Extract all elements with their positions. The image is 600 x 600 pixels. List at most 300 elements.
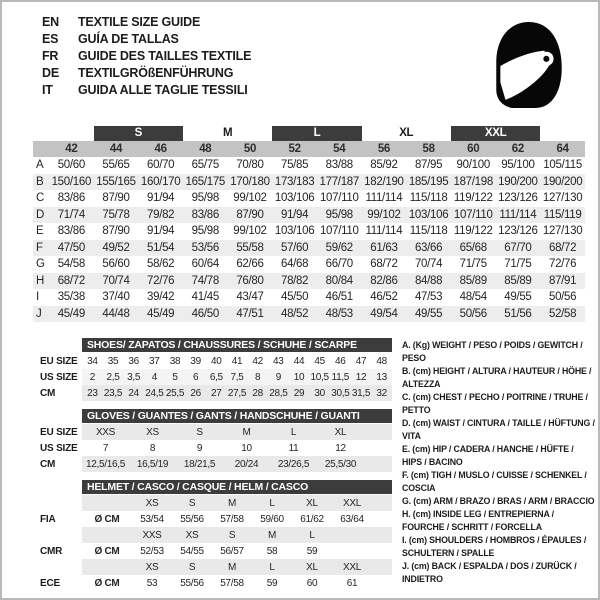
- size-value: 57/58: [220, 577, 244, 589]
- measure-cell: 103/106: [274, 192, 315, 205]
- size-value: 2,5: [106, 371, 120, 383]
- size-header-XXS: XXS: [142, 529, 162, 541]
- size-header-58: 58: [406, 141, 451, 157]
- measure-letter: G: [36, 258, 45, 271]
- size-value: 9: [196, 442, 203, 454]
- measure-cell: 87/95: [414, 159, 443, 172]
- guide-title-es: GUÍA DE TALLAS: [78, 32, 179, 46]
- measure-cell: 103/106: [406, 207, 451, 224]
- size-header-S: S: [228, 529, 236, 541]
- helmet-size-headers: [82, 495, 392, 511]
- measure-cell: 68/72: [49, 273, 94, 290]
- measure-cell: 46/51: [325, 291, 353, 304]
- measure-cell: 185/195: [406, 174, 451, 191]
- size-value: 25,5: [165, 387, 185, 399]
- measure-cell: 75/85: [280, 159, 309, 172]
- shoes-cells: [82, 385, 392, 401]
- measure-cell: 99/102: [233, 192, 267, 205]
- helmet-values: [82, 543, 392, 559]
- shoes-row: [2, 353, 394, 369]
- lang-code: FR: [42, 49, 59, 63]
- measure-cell: 160/170: [138, 174, 183, 191]
- row-label: EU SIZE: [40, 426, 78, 438]
- legend-item: A. (Kg) WEIGHT / PESO / POIDS / GEWITCH / PESO: [402, 340, 583, 363]
- size-group-S: S: [94, 126, 183, 141]
- lang-code: EN: [42, 15, 59, 29]
- size-value: 8: [149, 442, 156, 454]
- size-value: 28,5: [269, 387, 288, 399]
- size-value: 54/55: [180, 545, 204, 557]
- main-size-table: [33, 125, 585, 322]
- measure-row-J: [33, 306, 585, 323]
- measure-cell: 123/126: [498, 225, 538, 238]
- measure-cell: 91/94: [147, 225, 175, 238]
- measure-cell: 107/110: [319, 225, 359, 238]
- measure-cell: 79/82: [138, 207, 183, 224]
- measure-cell: 56/60: [102, 258, 130, 271]
- size-value: 23,5: [103, 387, 123, 399]
- size-value: 40: [211, 355, 222, 367]
- legend-item: F. (cm) TIGH / MUSLO / CUISSE / SCHENKEL / COSCIA: [402, 470, 587, 493]
- size-value: 32: [376, 387, 387, 399]
- lang-row-de: [42, 65, 251, 82]
- shoes-row: [2, 369, 394, 385]
- measure-cell: 60/64: [191, 258, 219, 271]
- size-value: 11: [288, 442, 299, 454]
- size-value: 12: [335, 442, 346, 454]
- main-size-table-body: [33, 125, 585, 322]
- size-group-row: [33, 125, 585, 141]
- size-header-L: L: [269, 561, 275, 573]
- helmet-title-row: [2, 480, 394, 494]
- measure-cell: 76/80: [228, 273, 273, 290]
- size-value: 7,5: [230, 371, 244, 383]
- gloves-cells: [82, 440, 392, 456]
- size-group-M: M: [222, 127, 233, 139]
- size-value: 3,5: [127, 371, 141, 383]
- lang-row-es: [42, 31, 251, 48]
- guide-title-fr: GUIDE DES TAILLES TEXTILE: [78, 49, 252, 63]
- size-value: 55/56: [180, 513, 204, 525]
- size-value: 41: [231, 355, 243, 367]
- measure-cell: 91/94: [147, 192, 175, 205]
- size-value: 56/57: [220, 545, 244, 557]
- measure-cell: 165/175: [183, 174, 228, 191]
- size-value: 30: [314, 387, 325, 399]
- size-value: XS: [146, 426, 159, 438]
- row-label: CM: [40, 458, 56, 470]
- size-value: 31,5: [351, 387, 371, 399]
- size-value: 61: [346, 577, 358, 589]
- measure-cell: 84/88: [406, 273, 451, 290]
- size-header-XS: XS: [145, 561, 159, 573]
- size-header-S: S: [188, 561, 196, 573]
- size-header-M: M: [227, 497, 237, 509]
- measure-cell: 37/40: [102, 291, 130, 304]
- measure-cell: 64/68: [280, 258, 309, 271]
- size-value: 4: [151, 371, 157, 383]
- measure-cell: 74/78: [183, 273, 228, 290]
- measure-cell: 53/56: [183, 240, 228, 257]
- size-header-L: L: [309, 529, 315, 541]
- size-value: 24: [128, 387, 139, 399]
- measure-cell: 72/76: [138, 273, 183, 290]
- row-label: CMR: [40, 545, 63, 557]
- measure-letter: B: [33, 174, 49, 191]
- measure-cell: 43/47: [236, 291, 264, 304]
- size-value: 63/64: [340, 513, 364, 525]
- legend-item: B. (cm) HEIGHT / ALTURA / HAUTEUR / HÖHE / ALTEZZA: [402, 366, 592, 389]
- measure-cell: 50/60: [57, 159, 85, 172]
- size-value: 12: [355, 371, 367, 383]
- size-value: 23/26,5: [277, 458, 310, 470]
- measure-cell: 65/75: [191, 159, 219, 172]
- measure-row-C: [33, 190, 585, 207]
- measure-cell: 65/68: [451, 240, 496, 257]
- size-value: 45: [314, 355, 325, 367]
- helmet-table: [2, 480, 394, 591]
- size-value: 61/62: [300, 513, 324, 525]
- row-label: FIA: [40, 513, 56, 525]
- measure-row-A: [33, 157, 585, 174]
- measure-cell: 150/160: [49, 174, 94, 191]
- measure-letter: E: [36, 225, 44, 238]
- shoes-table: [2, 338, 394, 401]
- size-value: 2: [89, 371, 95, 383]
- size-value: 28: [252, 387, 263, 399]
- measure-cell: 83/86: [183, 207, 228, 224]
- measure-cell: 90/100: [456, 159, 490, 172]
- size-value: 38: [169, 355, 181, 367]
- measure-row-I: [33, 289, 585, 306]
- measure-cell: 67/70: [496, 240, 541, 257]
- measure-letter: H: [33, 273, 49, 290]
- size-value: 10: [293, 371, 305, 383]
- size-header-L: L: [269, 497, 275, 509]
- measure-row-F: [33, 240, 585, 257]
- size-header-48: 48: [183, 141, 228, 157]
- size-value: 47: [355, 355, 367, 367]
- size-value: 60: [306, 577, 318, 589]
- measure-cell: 50/56: [548, 291, 577, 304]
- measure-row-E: [33, 223, 585, 240]
- measure-cell: 39/42: [147, 291, 175, 304]
- measure-cell: 54/58: [57, 258, 85, 271]
- measure-cell: 35/38: [57, 291, 85, 304]
- size-header-M: M: [267, 529, 277, 541]
- helmet-size-headers: [82, 527, 392, 543]
- size-value: 29: [293, 387, 305, 399]
- helmet-fia-row: [2, 511, 394, 527]
- size-value: 20/24: [234, 458, 259, 470]
- legend-item: D. (cm) WAIST / CINTURA / TAILLE / HÜFTUNG / VITA: [402, 418, 595, 441]
- measure-cell: 55/65: [102, 159, 130, 172]
- size-value: 25,5/30: [324, 458, 357, 470]
- measure-cell: 47/53: [414, 291, 443, 304]
- gloves-row: [2, 424, 394, 440]
- measure-cell: 71/75: [459, 258, 487, 271]
- measure-letter: I: [36, 291, 39, 304]
- lang-row-it: [42, 82, 251, 99]
- measure-cell: 48/53: [317, 306, 362, 323]
- size-value: 23: [87, 387, 98, 399]
- size-header-52: 52: [272, 141, 317, 157]
- lang-code: DE: [42, 66, 59, 80]
- measure-cell: 45/49: [138, 306, 183, 323]
- measure-cell: 61/63: [362, 240, 407, 257]
- shoes-cells: [82, 353, 392, 369]
- helmet-title: HELMET / CASCO / CASQUE / HELM / CASCO: [82, 480, 392, 494]
- measure-cell: 107/110: [451, 207, 496, 224]
- measure-cell: 115/118: [409, 225, 448, 238]
- size-value: 5: [172, 371, 178, 383]
- measure-cell: 45/49: [49, 306, 94, 323]
- guide-title-it: GUIDA ALLE TAGLIE TESSILI: [78, 83, 248, 97]
- measure-cell: 49/55: [504, 291, 532, 304]
- measure-cell: 190/200: [496, 174, 541, 191]
- legend-item: H. (cm) INSIDE LEG / ENTREPIERNA / FOURCHE / SCHRITT / FORCELLA: [402, 509, 554, 532]
- measure-cell: 177/187: [317, 174, 362, 191]
- measure-cell: 66/70: [325, 258, 353, 271]
- size-value: 53: [146, 577, 158, 589]
- measure-cell: 83/88: [325, 159, 353, 172]
- measure-cell: 48/54: [459, 291, 487, 304]
- measure-cell: 85/92: [370, 159, 398, 172]
- measure-letter: C: [36, 192, 45, 205]
- size-header-46: 46: [138, 141, 183, 157]
- measure-cell: 105/115: [543, 159, 582, 172]
- measure-cell: 57/60: [272, 240, 317, 257]
- gloves-cells: [82, 456, 392, 472]
- measure-cell: 51/56: [496, 306, 541, 323]
- size-header-56: 56: [362, 141, 407, 157]
- measure-cell: 72/76: [548, 258, 577, 271]
- size-value: XL: [334, 426, 347, 438]
- size-value: 12,5/16,5: [85, 458, 125, 470]
- size-value: 59: [266, 577, 278, 589]
- measure-cell: 71/74: [49, 207, 94, 224]
- measure-cell: 111/114: [365, 192, 403, 205]
- size-value: 39: [190, 355, 201, 367]
- measure-cell: 87/90: [102, 192, 130, 205]
- measure-cell: 68/72: [370, 258, 398, 271]
- gloves-title: GLOVES / GUANTES / GANTS / HANDSCHUHE / GUANTI: [82, 409, 392, 423]
- helmet-size-headers: [82, 559, 392, 575]
- measure-cell: 170/180: [228, 174, 273, 191]
- measure-cell: 87/91: [540, 273, 585, 290]
- measure-cell: 155/165: [94, 174, 139, 191]
- size-header-42: 42: [49, 141, 94, 157]
- measure-cell: 80/84: [317, 273, 362, 290]
- size-value: 6: [193, 371, 199, 383]
- measure-cell: 85/89: [496, 273, 541, 290]
- measure-cell: 48/52: [272, 306, 317, 323]
- measure-letter: F: [33, 240, 49, 257]
- measure-cell: 190/200: [540, 174, 585, 191]
- size-value: 36: [128, 355, 139, 367]
- measure-cell: 46/52: [370, 291, 398, 304]
- size-value: 46: [335, 355, 346, 367]
- measure-cell: 55/58: [228, 240, 273, 257]
- accessory-tables: [2, 338, 394, 599]
- helmet-cmr-row: [2, 543, 394, 559]
- measure-cell: 82/86: [362, 273, 407, 290]
- size-header-44: 44: [94, 141, 139, 157]
- size-header-XL: XL: [306, 561, 318, 573]
- size-number-row: [33, 141, 585, 157]
- measure-cell: 71/75: [504, 258, 532, 271]
- size-value: 44: [293, 355, 305, 367]
- measure-cell: 187/198: [451, 174, 496, 191]
- size-value: 59: [306, 545, 318, 557]
- measure-cell: 46/50: [183, 306, 228, 323]
- measure-cell: 78/82: [272, 273, 317, 290]
- measure-cell: 111/114: [365, 225, 403, 238]
- shoes-cells: [82, 369, 392, 385]
- shoes-title-row: [2, 338, 394, 352]
- helmet-ece-row: [2, 575, 394, 591]
- measure-row-D: [33, 207, 585, 224]
- size-header-62: 62: [496, 141, 541, 157]
- size-value: 35: [107, 355, 119, 367]
- size-header-54: 54: [317, 141, 362, 157]
- measure-cell: 115/118: [409, 192, 448, 205]
- lang-code: IT: [42, 83, 53, 97]
- size-value: 8: [255, 371, 261, 383]
- measure-cell: 119/122: [453, 192, 493, 205]
- size-header-XXL: XXL: [342, 561, 361, 573]
- diameter-label: Ø CM: [94, 577, 120, 589]
- measure-cell: 49/55: [406, 306, 451, 323]
- legend-item: I. (cm) SHOULDERS / HOMBROS / ÉPAULES / SCHULTERN / SPALLE: [402, 535, 587, 558]
- size-value: 10: [241, 442, 252, 454]
- measure-cell: 70/80: [236, 159, 264, 172]
- size-value: 57/58: [220, 513, 244, 525]
- measure-cell: 123/126: [498, 192, 538, 205]
- measure-cell: 49/54: [362, 306, 407, 323]
- row-label: CM: [40, 387, 56, 399]
- size-group-L: L: [272, 126, 361, 141]
- measure-cell: 95/100: [501, 159, 535, 172]
- measure-cell: 63/66: [406, 240, 451, 257]
- size-header-50: 50: [228, 141, 273, 157]
- size-value: 55/56: [180, 577, 204, 589]
- measure-cell: 95/98: [317, 207, 362, 224]
- measure-cell: 49/52: [94, 240, 139, 257]
- size-value: 37: [149, 355, 160, 367]
- row-label: EU SIZE: [40, 355, 78, 367]
- size-value: 53/54: [140, 513, 164, 525]
- row-label: US SIZE: [40, 442, 78, 454]
- size-value: 30,5: [331, 387, 350, 399]
- measure-cell: 91/94: [272, 207, 317, 224]
- size-header-XS: XS: [145, 497, 159, 509]
- measure-cell: 59/62: [317, 240, 362, 257]
- measure-cell: 52/58: [540, 306, 585, 323]
- measure-cell: 51/54: [138, 240, 183, 257]
- size-group-XL: XL: [399, 127, 414, 139]
- size-value: 24,5: [145, 387, 164, 399]
- size-value: 48: [376, 355, 387, 367]
- size-value: 7: [102, 442, 109, 454]
- measure-row-G: [33, 256, 585, 273]
- guide-title-de: TEXTILGRÖßENFÜHRUNG: [78, 66, 234, 80]
- size-value: 42: [252, 355, 263, 367]
- measure-letter: A: [36, 159, 44, 172]
- size-header-64: 64: [540, 141, 585, 157]
- measure-cell: 173/183: [272, 174, 317, 191]
- size-value: 18/21,5: [183, 458, 216, 470]
- helmet-size-header-row: [2, 527, 394, 543]
- shoes-row: [2, 385, 394, 401]
- helmet-icon: [492, 20, 566, 110]
- size-value: 11,5: [331, 371, 350, 383]
- gloves-title-row: [2, 409, 394, 423]
- measure-cell: 182/190: [362, 174, 407, 191]
- guide-title-en: TEXTILE SIZE GUIDE: [78, 15, 201, 29]
- size-header-XS: XS: [185, 529, 199, 541]
- size-value: 43: [273, 355, 284, 367]
- measure-cell: 45/50: [280, 291, 309, 304]
- size-value: 9: [275, 371, 281, 383]
- size-value: 27: [211, 387, 222, 399]
- measure-cell: 58/62: [147, 258, 175, 271]
- measure-cell: 103/106: [274, 225, 315, 238]
- size-header-60: 60: [451, 141, 496, 157]
- size-value: 13: [376, 371, 387, 383]
- measure-cell: 68/72: [540, 240, 585, 257]
- shoes-title: SHOES/ ZAPATOS / CHAUSSURES / SCHUHE / SCARPE: [82, 338, 392, 352]
- size-value: 59/60: [260, 513, 284, 525]
- lang-row-en: [42, 14, 251, 31]
- legend-item: C. (cm) CHEST / PECHO / POITRINE / TRUHE / PETTO: [402, 392, 588, 415]
- diameter-label: Ø CM: [94, 513, 120, 525]
- size-value: 27,5: [227, 387, 247, 399]
- measure-cell: 127/130: [542, 225, 583, 238]
- helmet-size-header-row: [2, 559, 394, 575]
- size-value: S: [196, 426, 203, 438]
- measure-cell: 99/102: [362, 207, 407, 224]
- gloves-cells: [82, 424, 392, 440]
- measure-cell: 47/51: [228, 306, 273, 323]
- row-label: US SIZE: [40, 371, 78, 383]
- measure-cell: 87/90: [102, 225, 130, 238]
- measure-cell: 107/110: [319, 192, 359, 205]
- measure-cell: 70/74: [414, 258, 443, 271]
- helmet-values: [82, 511, 392, 527]
- measure-cell: 41/45: [191, 291, 219, 304]
- measurement-legend: [402, 339, 595, 586]
- measure-row-B: [33, 174, 585, 191]
- size-header-S: S: [188, 497, 196, 509]
- size-header-M: M: [227, 561, 237, 573]
- measure-cell: 127/130: [542, 192, 583, 205]
- measure-cell: 95/98: [191, 225, 219, 238]
- measure-cell: 85/89: [451, 273, 496, 290]
- size-value: M: [242, 426, 251, 438]
- lang-code: ES: [42, 32, 59, 46]
- measure-cell: 83/86: [57, 225, 85, 238]
- size-header-XL: XL: [306, 497, 318, 509]
- size-value: 6,5: [209, 371, 223, 383]
- size-value: XXS: [95, 426, 116, 438]
- measure-cell: 83/86: [57, 192, 85, 205]
- size-header-XXL: XXL: [342, 497, 361, 509]
- measure-letter: D: [33, 207, 49, 224]
- measure-cell: 44/48: [94, 306, 139, 323]
- size-value: 52/53: [140, 545, 164, 557]
- size-value: L: [290, 426, 297, 438]
